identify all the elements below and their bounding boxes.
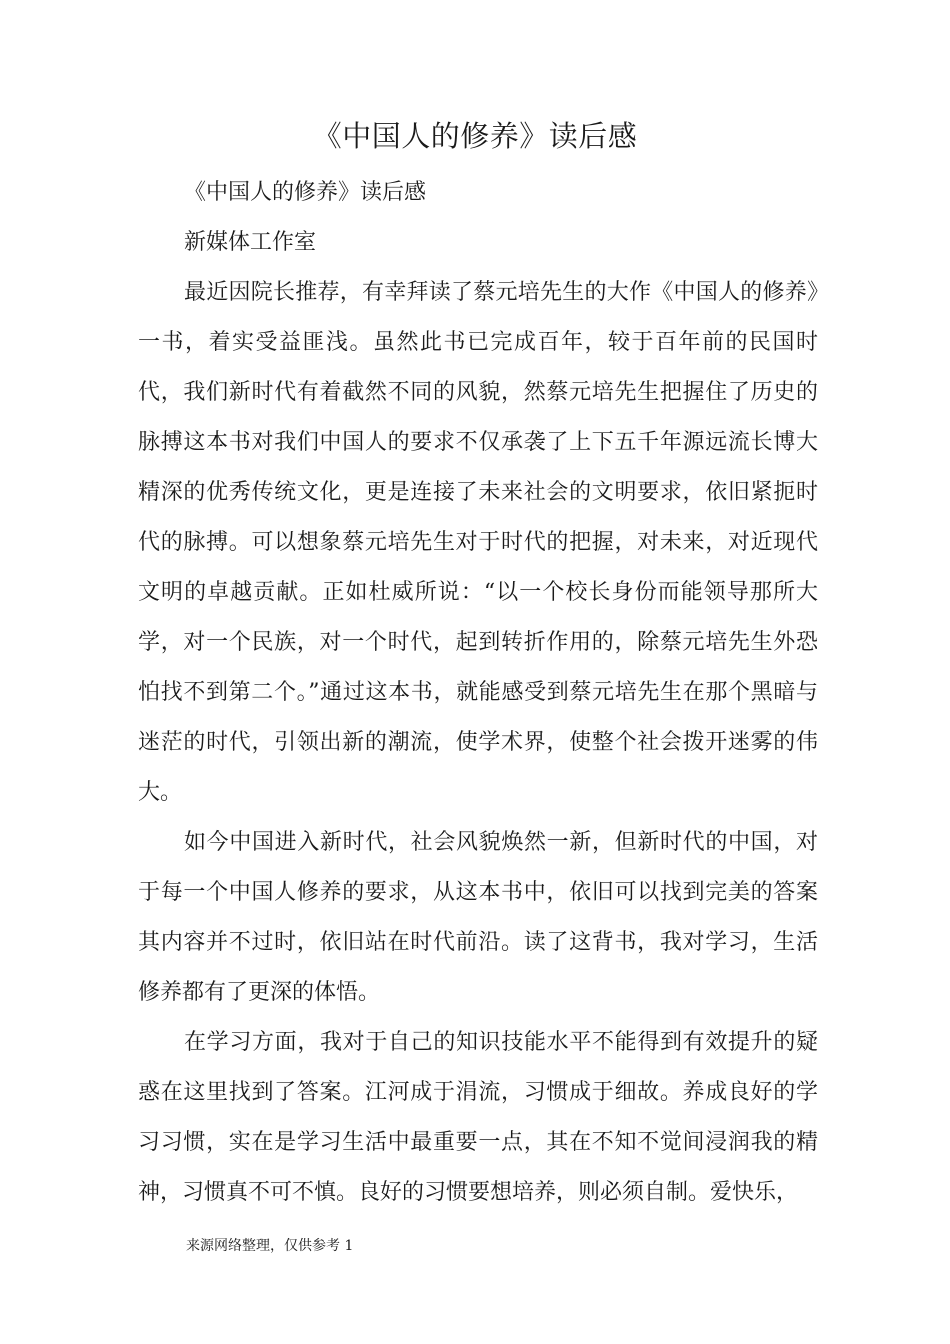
document-title: 《中国人的修养》读后感 [312, 119, 638, 153]
document-body [138, 168, 818, 1218]
paragraph-1: 最近因院长推荐，有幸拜读了蔡元培先生的大作《中国人的修养》一书，着实受益匪浅。虽然此书已完成百年，较于百年前的民国时代，我们新时代有着截然不同的风貌，然蔡元培先生把握住了历史的脉搏这本书对我们中国人的要求不仅承袭了上下五千年源远流长博大精深的优秀传统文化，更是连接了未来社会的文明要求，依旧紧扼时代的脉搏。可以想象蔡元培先生对于时代的把握，对未来，对近现代文明的卓越贡献。正如杜威所说：“以一个校长身份而能领导那所大学，对一个民族，对一个时代，起到转折作用的，除蔡元培先生外恐怕找不到第二个。”通过这本书，就能感受到蔡元培先生在那个黑暗与迷茫的时代，引领出新的潮流，使学术界，使整个社会拨开迷雾的伟大。 [138, 280, 818, 805]
document-author: 新媒体工作室 [184, 230, 317, 255]
paragraph-3: 在学习方面，我对于自己的知识技能水平不能得到有效提升的疑惑在这里找到了答案。江河成于涓流，习惯成于细故。养成良好的学习习惯，实在是学习生活中最重要一点，其在不知不觉间浸润我的精神，习惯真不可不慎。良好的习惯要想培养，则必须自制。爱快乐， [138, 1030, 818, 1205]
document-subtitle: 《中国人的修养》读后感 [184, 180, 427, 205]
paragraph-2: 如今中国进入新时代，社会风貌焕然一新，但新时代的中国，对于每一个中国人修养的要求，从这本书中，依旧可以找到完美的答案其内容并不过时，依旧站在时代前沿。读了这背书，我对学习，生活修养都有了更深的体悟。 [138, 830, 818, 1005]
page-footer: 来源网络整理，仅供参考 1 [186, 1238, 354, 1254]
